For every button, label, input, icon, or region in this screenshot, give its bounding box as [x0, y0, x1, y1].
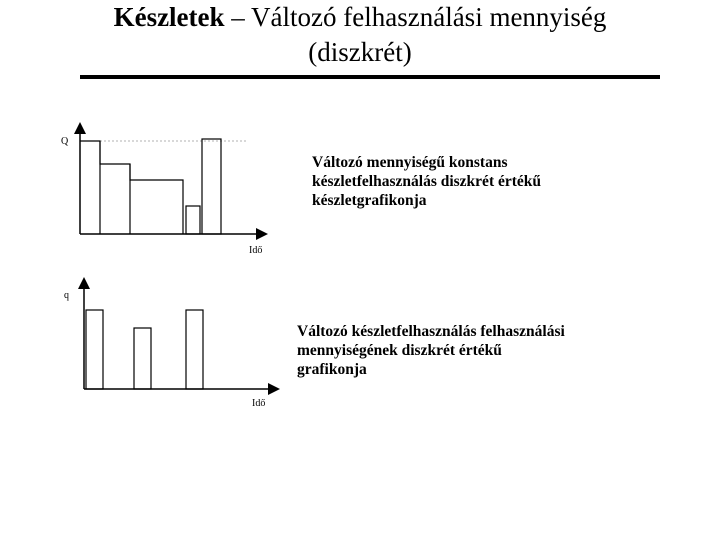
diagram2-y-label: q — [64, 290, 69, 301]
diagram2-bar-2 — [134, 328, 151, 389]
diagram1-x-label: Idő — [249, 245, 263, 256]
diagram1-low-bar — [186, 206, 200, 234]
diagram1-caption: Változó mennyiségű konstans készletfelhasználás diszkrét értékű készletgrafikonja — [312, 154, 542, 209]
diagram1-refill-bar — [202, 139, 221, 234]
usage-diagram — [64, 283, 274, 409]
diagram2-bar-1 — [86, 310, 103, 389]
title-rest-part: – Változó felhasználási mennyiség (diszkrét) — [224, 2, 607, 67]
diagram2-bar-3 — [186, 310, 203, 389]
diagram1-stock-curve — [80, 141, 183, 234]
diagram2-x-label: Idő — [252, 398, 266, 409]
inventory-diagram — [61, 128, 262, 256]
title-bold-part: Készletek — [113, 2, 225, 32]
diagram1-y-label: Q — [61, 136, 69, 147]
diagram2-caption: Változó készletfelhasználás felhasználási mennyiségének diszkrét értékű grafikonja — [297, 323, 565, 378]
